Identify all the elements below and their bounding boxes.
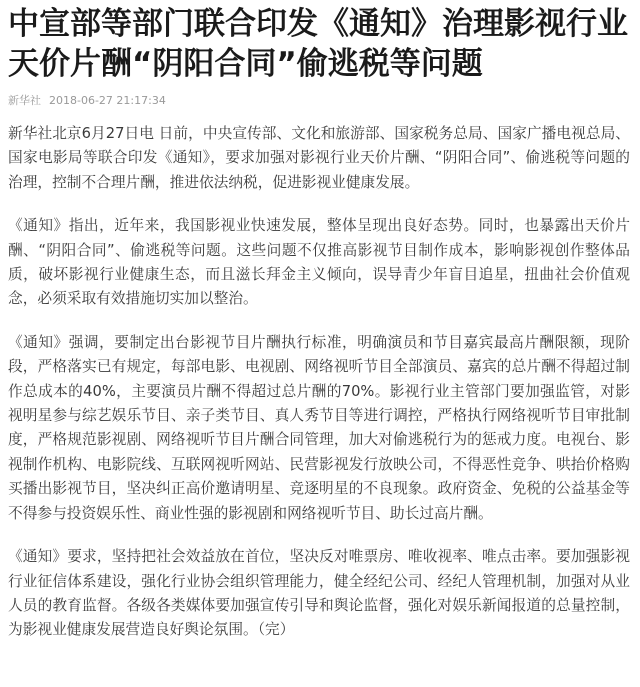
article-meta: [8, 94, 630, 108]
article-paragraph-3: 《通知》强调，要制定出台影视节目片酬执行标准，明确演员和节目嘉宾最高片酬限额，现阶段，严格落实已有规定，每部电影、电视剧、网络视听节目全部演员、嘉宾的总片酬不得超过制作总成本的40%，主要演员片酬不得超过总片酬的70%。影视行业主管部门要加强监管，对影视明星参与综艺娱乐节目、亲子类节目、真人秀节目等进行调控，严格执行网络视听节目审批制度，严格规范影视剧、网络视听节目片酬合同管理，加大对偷逃税行为的惩戒力度。电视台、影视制作机构、电影院线、互联网视听网站、民营影视发行放映公司，不得恶性竞争、哄抬价格购买播出影视节目，坚决纠正高价邀请明星、竞逐明星的不良现象。政府资金、免税的公益基金等不得参与投资娱乐性、商业性强的影视剧和网络视听节目、助长过高片酬。: [8, 333, 630, 522]
article-source: 新华社: [8, 94, 41, 107]
article-paragraph-1: 新华社北京6月27日电 日前，中央宣传部、文化和旅游部、国家税务总局、国家广播电视总局、国家电影局等联合印发《通知》，要求加强对影视行业天价片酬、“阴阳合同”、偷逃税等问题的治理，控制不合理片酬，推进依法纳税，促进影视业健康发展。: [8, 125, 630, 191]
article-title: 中宣部等部门联合印发《通知》治理影视行业天价片酬“阴阳合同”偷逃税等问题: [8, 6, 628, 82]
article-body: [8, 122, 630, 643]
article-paragraph-2: 《通知》指出，近年来，我国影视业快速发展，整体呈现出良好态势。同时，也暴露出天价片酬、“阴阳合同”、偷逃税等问题。这些问题不仅推高影视节目制作成本，影响影视创作整体品质，破坏影视行业健康生态，而且滋长拜金主义倾向，误导青少年盲目追星，扭曲社会价值观念，必须采取有效措施切实加以整治。: [8, 217, 630, 308]
article-timestamp: 2018-06-27 21:17:34: [49, 94, 166, 107]
article-paragraph-4: 《通知》要求，坚持把社会效益放在首位，坚决反对唯票房、唯收视率、唯点击率。要加强影视行业征信体系建设，强化行业协会组织管理能力，健全经纪公司、经纪人管理机制，加强对从业人员的教育监督。各级各类媒体要加强宣传引导和舆论监督，强化对娱乐新闻报道的总量控制，为影视业健康发展营造良好舆论氛围。（完）: [8, 548, 630, 639]
